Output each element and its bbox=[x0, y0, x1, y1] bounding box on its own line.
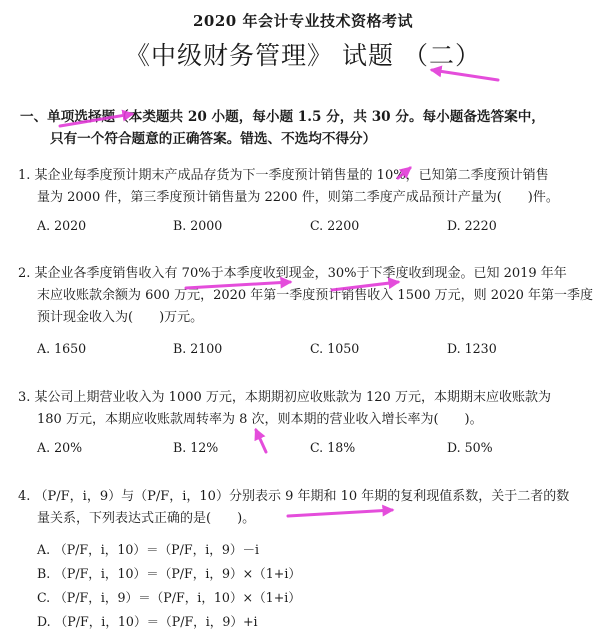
question-1-line-2: 量为 2000 件，第三季度预计销售量为 2200 件，则第二季度产成品预计产量为( )件。 bbox=[37, 190, 559, 205]
section-line-1: 一、单项选择题（本类题共 20 小题，每小题 1.5 分，共 30 分。每小题备选答案中， bbox=[20, 109, 545, 125]
question-2 bbox=[18, 263, 593, 329]
question-2-option-d: D. 1230 bbox=[447, 341, 497, 356]
question-4-option-a: A. （P/F，i，10）＝（P/F，i，9）－i bbox=[37, 542, 260, 557]
exam-title: 《中级财务管理》 试题 （二） bbox=[125, 41, 481, 70]
question-1-line-1: 1. 某企业每季度预计期末产成品存货为下一季度预计销售量的 10%，已知第二季度预计销售 bbox=[18, 168, 549, 183]
exam-header: 2020 年会计专业技术资格考试 bbox=[193, 12, 413, 30]
question-4-option-c: C. （P/F，i，9）＝（P/F，i，10）×（1+i） bbox=[37, 590, 301, 605]
question-2-line-3: 预计现金收入为( )万元。 bbox=[37, 310, 204, 325]
question-1-option-a: A. 2020 bbox=[37, 218, 87, 233]
question-1-option-d: D. 2220 bbox=[447, 218, 497, 233]
question-3-option-b: B. 12% bbox=[173, 440, 219, 455]
question-3-option-c: C. 18% bbox=[310, 440, 356, 455]
question-1-options bbox=[37, 218, 577, 238]
question-1 bbox=[18, 165, 588, 209]
section-line-2: 只有一个符合题意的正确答案。错选、不选均不得分） bbox=[50, 131, 377, 147]
question-3-option-d: D. 50% bbox=[447, 440, 493, 455]
question-1-option-c: C. 2200 bbox=[310, 218, 360, 233]
question-4-line-1: 4. （P/F，i，9）与（P/F，i，10）分别表示 9 年期和 10 年期的复利现值系数，关于二者的数 bbox=[18, 489, 570, 504]
question-1-option-b: B. 2000 bbox=[173, 218, 223, 233]
question-3-line-2: 180 万元，本期应收账款周转率为 8 次，则本期的营业收入增长率为( )。 bbox=[37, 412, 483, 427]
question-2-options bbox=[37, 341, 577, 361]
question-2-line-1: 2. 某企业各季度销售收入有 70%于本季度收到现金，30%于下季度收到现金。已知 2019 年年 bbox=[18, 266, 567, 281]
question-4-option-b: B. （P/F，i，10）＝（P/F，i，9）×（1+i） bbox=[37, 566, 301, 581]
question-4-option-d: D. （P/F，i，10）＝（P/F，i，9）+i bbox=[37, 614, 258, 629]
question-4 bbox=[18, 486, 588, 530]
question-2-line-2: 末应收账款余额为 600 万元，2020 年第一季度预计销售收入 1500 万元，则 2020 年第一季度 bbox=[37, 288, 593, 303]
question-3 bbox=[18, 387, 588, 431]
question-3-options bbox=[37, 440, 577, 460]
question-4-line-2: 量关系，下列表达式正确的是( )。 bbox=[37, 511, 256, 526]
section-instructions bbox=[20, 106, 588, 150]
question-2-option-a: A. 1650 bbox=[37, 341, 87, 356]
question-2-option-b: B. 2100 bbox=[173, 341, 223, 356]
question-3-option-a: A. 20% bbox=[37, 440, 83, 455]
question-2-option-c: C. 1050 bbox=[310, 341, 360, 356]
question-3-line-1: 3. 某公司上期营业收入为 1000 万元，本期期初应收账款为 120 万元，本期期末应收账款为 bbox=[18, 390, 551, 405]
